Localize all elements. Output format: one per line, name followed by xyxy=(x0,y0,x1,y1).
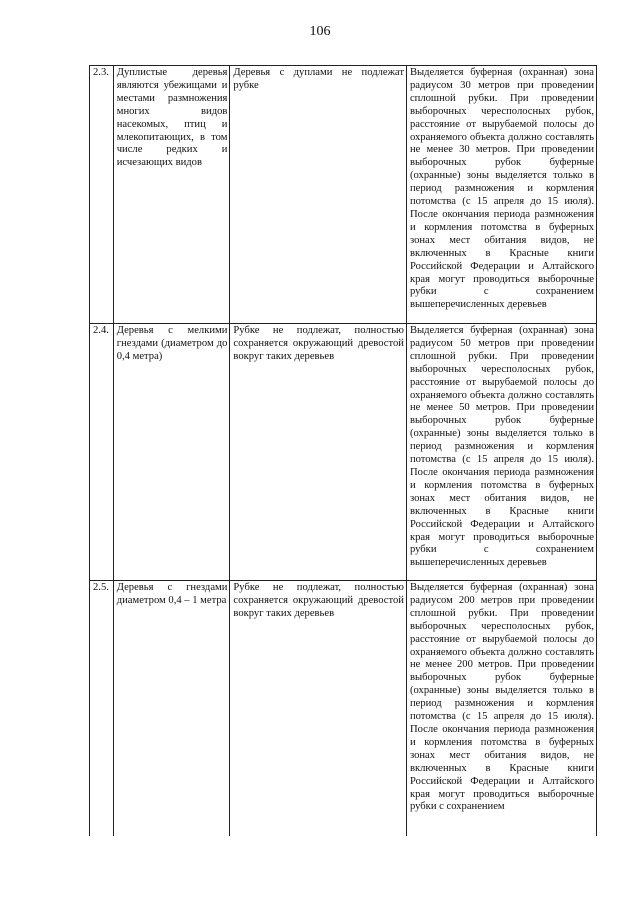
protected-object-cell: Деревья с гнездами диаметром 0,4 – 1 метра xyxy=(113,581,230,836)
table-row xyxy=(90,66,597,324)
row-number: 2.5. xyxy=(90,581,114,836)
page-number: 106 xyxy=(309,24,331,39)
table-row xyxy=(90,581,597,836)
restriction-cell: Рубке не подлежат, полностью сохраняется окружающий древостой вокруг таких деревьев xyxy=(230,324,407,581)
species-protection-table xyxy=(89,65,597,836)
protection-measure-cell: Выделяется буферная (охранная) зона радиусом 200 метров при проведении сплошной рубки. При проведении выборочных чересполосных рубок, расстояние от вырубаемой полосы до охраняемого объекта должно составлять не менее 200 метров. При проведении выборочных рубок буферные (охранные) зоны выделяется только в период размножения и кормления потомства (с 15 апреля до 15 июля). После окончания периода размножения и кормления потомства в буферных зонах мест обитания видов, не включенных в Красные книги Российской Федерации и Алтайского края могут проводиться выборочные рубки с сохранением xyxy=(406,581,596,836)
protection-measure-cell: Выделяется буферная (охранная) зона радиусом 30 метров при проведении сплошной рубки. При проведении выборочных чересполосных рубок, расстояние от вырубаемой полосы до охраняемого объекта должно составлять не менее 30 метров. При проведении выборочных рубок буферные (охранные) зоны выделяется только в период размножения и кормления потомства (с 15 апреля до 15 июля). После окончания периода размножения и кормления потомства в буферных зонах мест обитания видов, не включенных в Красные книги Российской Федерации и Алтайского края могут проводиться выборочные рубки с сохранением вышеперечисленных деревьев xyxy=(406,66,596,324)
row-number: 2.3. xyxy=(90,66,114,324)
protected-object-cell: Дуплистые деревья являются убежищами и местами размножения многих видов насекомых, птиц и млекопитающих, в том числе редких и исчезающих видов xyxy=(113,66,230,324)
protection-measure-cell: Выделяется буферная (охранная) зона радиусом 50 метров при проведении сплошной рубки. При проведении выборочных чересполосных рубок, расстояние от вырубаемой полосы до охраняемого объекта должно составлять не менее 50 метров. При проведении выборочных рубок буферные (охранные) зоны выделяется только в период размножения и кормления потомства (с 15 апреля до 15 июля). После окончания периода размножения и кормления потомства в буферных зонах мест обитания видов, не включенных в Красные книги Российской Федерации и Алтайского края могут проводиться выборочные рубки с сохранением вышеперечисленных деревьев xyxy=(406,324,596,581)
protected-object-cell: Деревья с мелкими гнездами (диаметром до 0,4 метра) xyxy=(113,324,230,581)
restriction-cell: Рубке не подлежат, полностью сохраняется окружающий древостой вокруг таких деревьев xyxy=(230,581,407,836)
table-row xyxy=(90,324,597,581)
restriction-cell: Деревья с дуплами не подлежат рубке xyxy=(230,66,407,324)
row-number: 2.4. xyxy=(90,324,114,581)
